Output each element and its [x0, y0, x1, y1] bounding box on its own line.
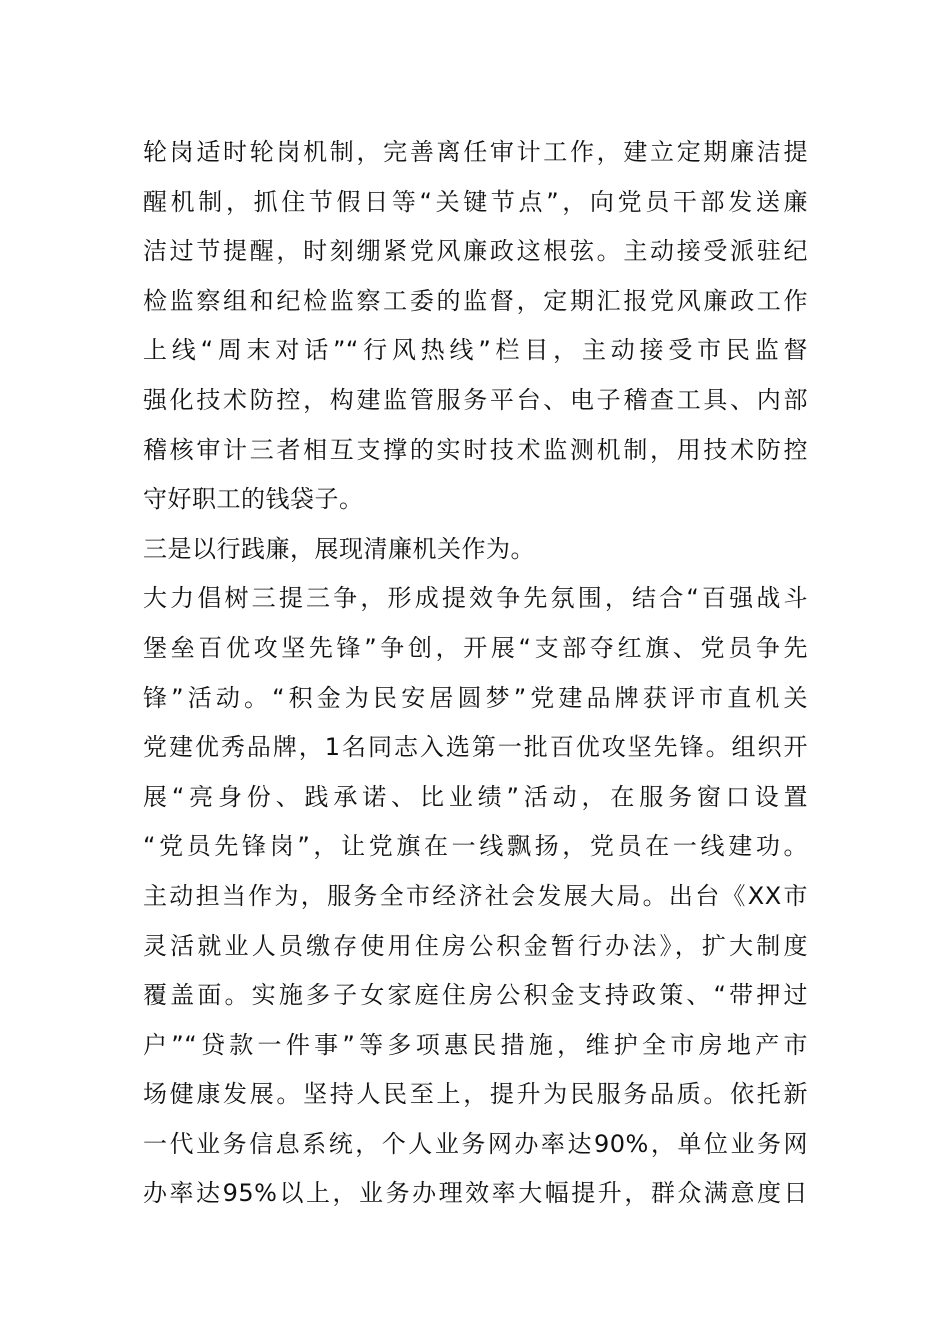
text-line: 洁过节提醒，时刻绷紧党风廉政这根弦。主动接受派驻纪: [143, 237, 808, 266]
text-line: 上线“周末对话”“行风热线”栏目，主动接受市民监督: [143, 336, 808, 365]
body-text: [143, 128, 808, 1219]
text-line: 轮岗适时轮岗机制，完善离任审计工作，建立定期廉洁提: [143, 138, 808, 166]
text-line: 一代业务信息系统，个人业务网办率达90%，单位业务网: [143, 1129, 808, 1158]
text-line: 醒机制，抓住节假日等“关键节点”，向党员干部发送廉: [143, 187, 808, 216]
text-line: 三是以行践廉，展现清廉机关作为。: [143, 534, 535, 563]
text-line: 覆盖面。实施多子女家庭住房公积金支持政策、“带押过: [143, 981, 808, 1010]
text-line: 大力倡树三提三争，形成提效争先氛围，结合“百强战斗: [143, 584, 808, 613]
text-line: 场健康发展。坚持人民至上，提升为民服务品质。依托新: [143, 1080, 808, 1109]
text-line: 锋”活动。“积金为民安居圆梦”党建品牌获评市直机关: [143, 683, 808, 712]
text-line: 党建优秀品牌，1名同志入选第一批百优攻坚先锋。组织开: [143, 733, 808, 762]
text-line: 办率达95%以上，业务办理效率大幅提升，群众满意度日: [143, 1179, 808, 1208]
text-line: 灵活就业人员缴存使用住房公积金暂行办法》，扩大制度: [143, 931, 808, 960]
text-line: 强化技术防控，构建监管服务平台、电子稽查工具、内部: [143, 385, 808, 414]
text-line: 检监察组和纪检监察工委的监督，定期汇报党风廉政工作: [143, 286, 808, 315]
text-line: 展“亮身份、践承诺、比业绩”活动，在服务窗口设置: [143, 782, 808, 811]
text-line: 稽核审计三者相互支撑的实时技术监测机制，用技术防控: [143, 435, 808, 464]
text-line: “党员先锋岗”，让党旗在一线飘扬，党员在一线建功。: [143, 832, 808, 861]
text-line: 堡垒百优攻坚先锋”争创，开展“支部夺红旗、党员争先: [143, 633, 808, 662]
text-line: 守好职工的钱袋子。: [143, 485, 364, 514]
text-line: 主动担当作为，服务全市经济社会发展大局。出台《XX市: [143, 881, 808, 910]
text-line: 户”“贷款一件事”等多项惠民措施，维护全市房地产市: [143, 1030, 808, 1059]
